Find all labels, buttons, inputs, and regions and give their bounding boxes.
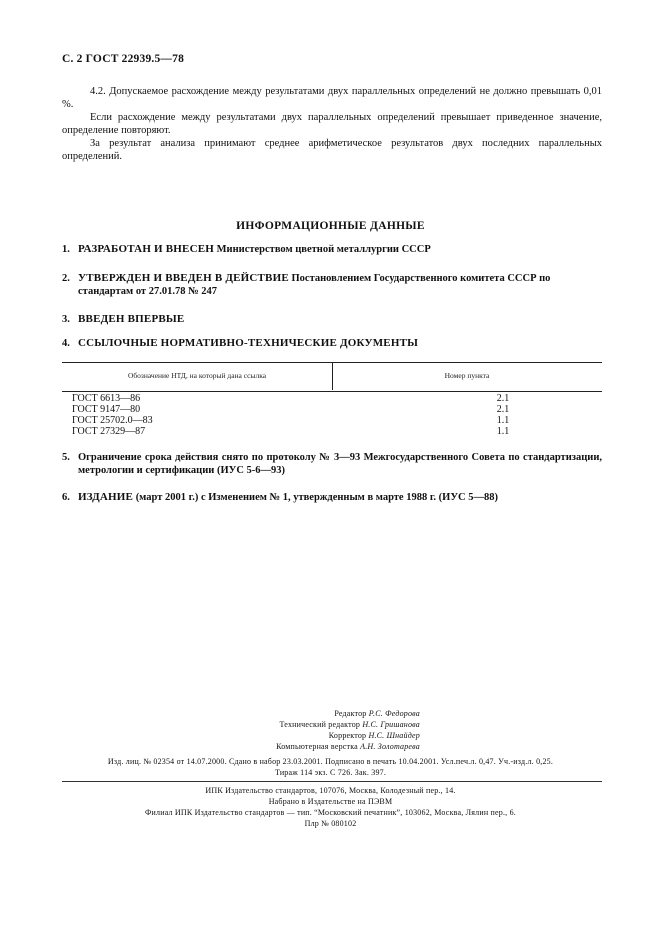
credit-editor: Редактор Р.С. Федорова	[334, 709, 420, 718]
item-number: 6.	[62, 492, 70, 503]
imprint-line-2: Тираж 114 экз. С 726. Зак. 397.	[274, 768, 387, 777]
item-caps: УТВЕРЖДЕН И ВВЕДЕН В ДЕЙСТВИЕ	[78, 272, 289, 284]
credit-corrector: Корректор Н.С. Шнайдер	[328, 731, 420, 740]
imprint-line-3: ИПК Издательство стандартов, 107076, Москва, Колодезный пер., 14.	[205, 786, 456, 795]
table-cell-designation: ГОСТ 9147—80	[72, 404, 141, 415]
imprint-line-4: Набрано в Издательстве на ПЭВМ	[268, 797, 393, 806]
credits-block	[0, 708, 420, 752]
table-cell-clause: 2.1	[496, 404, 510, 415]
info-item-1	[62, 243, 602, 256]
item-text: Ограничение срока действия снято по протоколу № 3—93 Межгосударственного Совета по стандартизации, метрологии и сертификации (ИУС 5-6—93)	[78, 452, 602, 476]
table-header-designation: Обозначение НТД, на который дана ссылка	[127, 371, 267, 380]
item-number: 1.	[62, 244, 70, 255]
clause-paragraph-3: За результат анализа принимают среднее арифметическое результатов двух последних параллельных определений.	[62, 138, 602, 162]
info-item-3	[62, 313, 602, 326]
table-cell-designation: ГОСТ 6613—86	[72, 393, 141, 404]
imprint-line-1: Изд. лиц. № 02354 от 14.07.2000. Сдано в набор 23.03.2001. Подписано в печать 10.04.2001. Усл.печ.л. 0,47. Уч.-изд.л. 0,25.	[107, 757, 554, 766]
imprint-line-6: Плр № 080102	[304, 819, 357, 828]
table-row	[62, 426, 602, 437]
item-caps: ВВЕДЕН ВПЕРВЫЕ	[78, 313, 185, 325]
table-row	[62, 393, 602, 404]
item-caps: РАЗРАБОТАН И ВНЕСЕН	[78, 243, 215, 255]
info-title: ИНФОРМАЦИОННЫЕ ДАННЫЕ	[236, 220, 425, 232]
info-item-5	[62, 451, 602, 477]
info-item-6	[62, 491, 602, 504]
clause-4-2: 4.2. Допускаемое расхождение между результатами двух параллельных определений не должно превышать 0,01 %.	[62, 86, 602, 110]
table-cell-clause: 2.1	[496, 393, 510, 404]
credit-tech-editor: Технический редактор Н.С. Гришанова	[279, 720, 420, 729]
item-number: 4.	[62, 338, 70, 349]
item-caps: ССЫЛОЧНЫЕ НОРМАТИВНО-ТЕХНИЧЕСКИЕ ДОКУМЕНТЫ	[78, 337, 419, 349]
item-number: 5.	[62, 452, 70, 463]
table-cell-clause: 1.1	[496, 415, 510, 426]
credit-layout: Компьютерная верстка А.Н. Золотарева	[276, 742, 420, 751]
item-number: 2.	[62, 273, 70, 284]
imprint-line-5: Филиал ИПК Издательство стандартов — тип. “Московский печатник”, 103062, Москва, Лялин пер., 6.	[145, 808, 516, 817]
item-caps: ИЗДАНИЕ	[78, 491, 134, 503]
clause-paragraph-2: Если расхождение между результатами двух параллельных определений превышает приведенное значение, определение повторяют.	[62, 112, 602, 136]
imprint-divider	[62, 781, 602, 782]
item-text: (март 2001 г.) с Изменением № 1, утвержденным в марте 1988 г. (ИУС 5—88)	[133, 492, 499, 503]
table-row	[62, 415, 602, 426]
info-item-4	[62, 337, 602, 350]
item-text: Постановлением Государственного комитета СССР по стандартам от 27.01.78 № 247	[78, 273, 551, 297]
table-cell-designation: ГОСТ 27329—87	[72, 426, 146, 437]
info-item-2	[62, 272, 602, 298]
table-row	[62, 404, 602, 415]
table-cell-clause: 1.1	[496, 426, 510, 437]
page-header: С. 2 ГОСТ 22939.5—78	[62, 53, 185, 65]
item-number: 3.	[62, 314, 70, 325]
item-text: Министерством цветной металлургии СССР	[214, 244, 431, 255]
table-cell-designation: ГОСТ 25702.0—83	[72, 415, 153, 426]
table-header-clause: Номер пункта	[444, 371, 490, 380]
